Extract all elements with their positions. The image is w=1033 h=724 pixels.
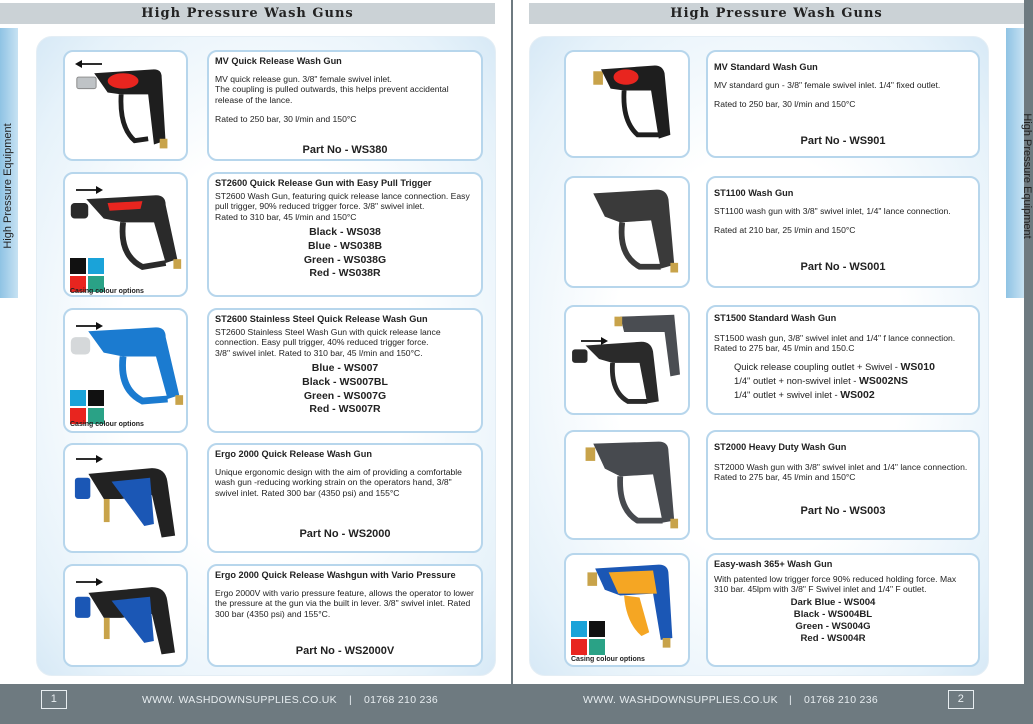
product-title: ST2000 Heavy Duty Wash Gun <box>714 442 847 452</box>
variant-item: Green - WS038G <box>303 253 387 266</box>
part-number: Part No - WS380 <box>302 144 388 156</box>
option-label: 1/4" outlet + swivel inlet - <box>734 388 841 400</box>
product-card-ws380 <box>207 50 483 161</box>
product-image-ws2000v <box>63 564 188 667</box>
part-number: Part No - WS001 <box>800 261 886 273</box>
footer-phone[interactable]: 01768 210 236 <box>804 694 878 706</box>
footer-website[interactable]: WWW. WASHDOWNSUPPLIES.CO.UK <box>583 694 778 706</box>
option-item <box>734 360 972 374</box>
product-desc: ST2600 Stainless Steel Wash Gun with quick release lance connection. Easy pull trigger, 40% reduced trigger force. <box>215 326 441 348</box>
product-desc: With patented low trigger force 90% reduced holding force. Max 310 bar. 45lpm with 3/8" F Swivel inlet and 1/4" F outlet. <box>714 573 957 595</box>
product-image-ws004 <box>564 553 690 667</box>
footer-left <box>0 684 511 724</box>
colour-swatches <box>571 621 605 655</box>
product-card-ws901 <box>706 50 980 158</box>
wash-gun-mv-quick-image <box>65 52 186 159</box>
variant-item: Green - WS007G <box>303 389 387 402</box>
page-number-right: 2 <box>948 690 974 709</box>
product-title: ST1100 Wash Gun <box>714 188 794 198</box>
footer-phone[interactable]: 01768 210 236 <box>364 694 438 706</box>
page-header-right: High Pressure Wash Guns <box>529 3 1024 24</box>
wash-gun-ergo2000-image <box>65 445 186 551</box>
product-card-ws038 <box>207 172 483 297</box>
product-desc: MV standard gun - 3/8" female swivel inlet. 1/4" fixed outlet. <box>714 79 941 90</box>
product-desc: ST2000 Wash gun with 3/8" swivel inlet and 1/4" lance connection. Rated to 275 bar, 45 l/min and 150°C <box>714 461 968 483</box>
product-image-ws007 <box>63 308 188 433</box>
variant-item: Red - WS038R <box>309 267 381 280</box>
product-card-ws001 <box>706 176 980 288</box>
variant-item: Black - WS004BL <box>793 608 873 620</box>
product-image-ws901 <box>564 50 690 158</box>
product-image-ws2000 <box>63 443 188 553</box>
variant-list <box>215 226 475 280</box>
footer-website[interactable]: WWW. WASHDOWNSUPPLIES.CO.UK <box>142 694 337 706</box>
variant-item: Red - WS007R <box>309 403 381 416</box>
product-card-ws002 <box>706 305 980 415</box>
footer-right <box>513 684 1024 724</box>
option-label: Quick release coupling outlet + Swivel - <box>734 360 901 372</box>
product-desc: 3/8" swivel inlet. Rated to 310 bar, 45 l/min and 150°C. <box>215 347 423 358</box>
product-title: Ergo 2000 Quick Release Washgun with Vario Pressure <box>215 570 456 580</box>
option-code: WS002NS <box>859 374 909 387</box>
product-title: ST2600 Stainless Steel Quick Release Wash Gun <box>215 314 428 324</box>
variant-item: Black - WS038 <box>309 226 381 239</box>
product-desc: ST1500 wash gun, 3/8" swivel inlet and 1/4" f lance connection. Rated to 275 bar, 45 l/min and 150.C <box>714 332 956 354</box>
product-desc: Ergo 2000V with vario pressure feature, allows the operator to lower the pressure at the gun via the built in lever. 3/8" swivel inlet. Rated 300 bar (4350 psi) and 155°C. <box>215 587 474 619</box>
variant-item: Red - WS004R <box>800 633 866 645</box>
swatch-black <box>88 390 104 406</box>
product-card-ws007 <box>207 308 483 433</box>
product-title: Ergo 2000 Quick Release Wash Gun <box>215 449 372 459</box>
option-code: WS002 <box>840 388 875 401</box>
swatch-red <box>571 639 587 655</box>
variant-list <box>215 362 475 416</box>
option-item <box>734 388 972 402</box>
wash-gun-mv-standard-image <box>566 52 688 156</box>
product-desc: The coupling is pulled outwards, this helps prevent accidental release of the lance. <box>215 84 449 105</box>
swatch-blue <box>88 258 104 274</box>
swatch-green <box>589 639 605 655</box>
swatch-black <box>70 258 86 274</box>
side-label-right: High Pressure Equipment <box>1021 113 1033 239</box>
product-rating: Rated to 250 bar, 30 l/min and 150°C <box>714 99 856 110</box>
product-desc: Unique ergonomic design with the aim of providing a comfortable wash gun -reducing working strain on the operators hand, 3/8" swivel inlet. Rated 300 bar (4350 psi) and 155°C <box>215 466 462 498</box>
right-page <box>513 0 1033 684</box>
casing-colour-label: Casing colour options <box>571 656 645 663</box>
product-rating: Rated to 250 bar, 30 l/min and 150°C <box>215 114 357 125</box>
variant-item: Blue - WS038B <box>307 239 383 252</box>
product-image-ws038 <box>63 172 188 297</box>
option-list <box>714 360 972 402</box>
part-number: Part No - WS901 <box>800 135 886 147</box>
product-desc: ST2600 Wash Gun, featuring quick release lance connection. Easy pull trigger, 90% reduced trigger force. 3/8" swivel inlet. <box>215 190 470 212</box>
product-title: MV Standard Wash Gun <box>714 62 818 72</box>
option-item <box>734 374 972 388</box>
part-number: Part No - WS2000 <box>299 528 391 540</box>
part-number: Part No - WS003 <box>800 505 886 517</box>
product-desc: ST1100 wash gun with 3/8" swivel inlet, 1/4" lance connection. <box>714 205 951 216</box>
product-image-ws003 <box>564 430 690 540</box>
swatch-blue <box>70 390 86 406</box>
product-title: ST2600 Quick Release Gun with Easy Pull Trigger <box>215 178 432 188</box>
product-desc: MV quick release gun. 3/8" female swivel inlet. <box>215 73 392 84</box>
variant-item: Dark Blue - WS004 <box>790 596 876 608</box>
footer-separator: | <box>789 694 793 706</box>
part-number: Part No - WS2000V <box>295 645 395 657</box>
page-number-left: 1 <box>41 690 67 709</box>
product-card-ws004 <box>706 553 980 667</box>
swatch-blue <box>571 621 587 637</box>
option-label: 1/4" outlet + non-swivel inlet - <box>734 374 860 386</box>
swatch-black <box>589 621 605 637</box>
casing-colour-label: Casing colour options <box>70 288 144 295</box>
product-card-ws2000v <box>207 564 483 667</box>
casing-colour-label: Casing colour options <box>70 421 144 428</box>
product-title: ST1500 Standard Wash Gun <box>714 313 837 323</box>
left-page <box>0 0 511 684</box>
product-title: Easy-wash 365+ Wash Gun <box>714 559 833 569</box>
product-card-ws003 <box>706 430 980 540</box>
product-card-ws2000 <box>207 443 483 553</box>
product-image-ws380 <box>63 50 188 161</box>
side-label-left: High Pressure Equipment <box>2 123 14 249</box>
option-code: WS010 <box>900 360 935 373</box>
product-image-ws010 <box>564 305 690 415</box>
product-image-ws001 <box>564 176 690 288</box>
colour-swatches <box>70 258 104 292</box>
wash-gun-st1500-image <box>566 307 688 413</box>
variant-item: Blue - WS007 <box>311 362 379 375</box>
footer-separator: | <box>349 694 353 706</box>
product-rating: Rated at 210 bar, 25 l/min and 150°C <box>714 225 856 236</box>
variant-item: Black - WS007BL <box>302 375 388 388</box>
colour-swatches <box>70 390 104 424</box>
product-title: MV Quick Release Wash Gun <box>215 56 342 66</box>
product-rating: Rated to 310 bar, 45 l/min and 150°C <box>215 211 357 222</box>
wash-gun-st2000-image <box>566 432 688 538</box>
variant-item: Green - WS004G <box>795 621 871 633</box>
page-header-left: High Pressure Wash Guns <box>0 3 495 24</box>
variant-list <box>714 597 972 646</box>
wash-gun-ergo2000v-image <box>65 566 186 665</box>
wash-gun-st1100-image <box>566 178 688 286</box>
